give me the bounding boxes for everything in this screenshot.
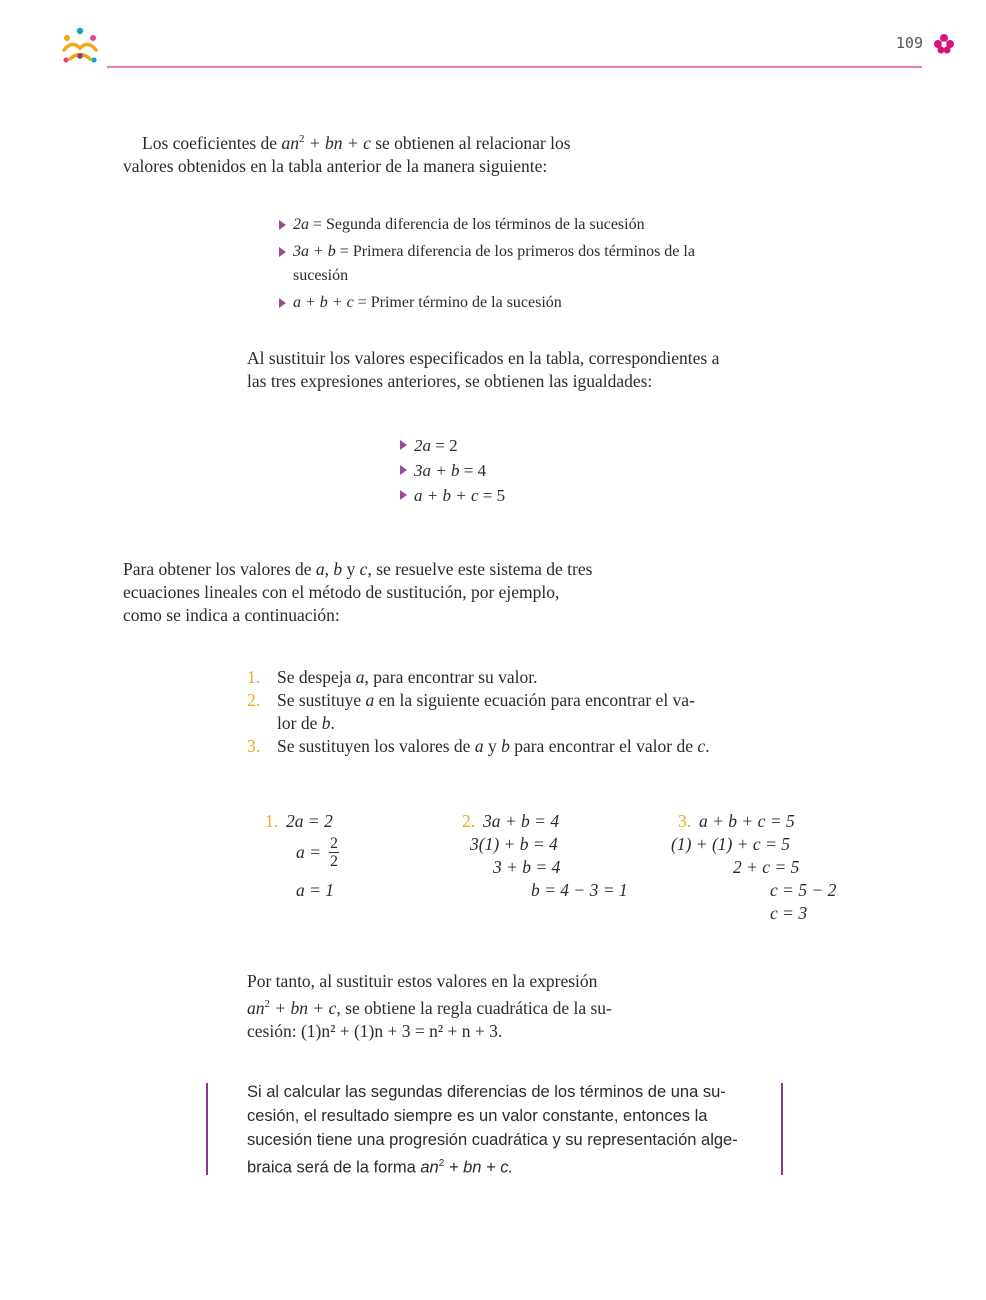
relation-text: = Primer término de la sucesión [353,294,562,311]
solution-step-number: 1. [265,811,279,831]
sun-figures-logo-icon [58,26,102,68]
solution-equation [699,810,795,833]
step-var: c [697,736,706,756]
step-var: a [355,667,365,687]
intro-prefix: Los coeficientes de [142,132,282,153]
equality-rhs: = 5 [478,486,506,505]
substitute-paragraph [247,347,787,393]
step-text: . [330,713,335,733]
equality-rhs: = 2 [431,436,458,455]
solution-eq-text: 3(1) + b = 4 [470,834,558,854]
solution-equation [770,879,836,902]
system-line3: como se indica a continuación: [123,605,340,625]
system-vars: a, b [315,559,343,579]
solution-eq-text: a = 1 [296,880,335,900]
fraction [329,835,339,870]
intro-expr-rest: + bn + c [304,132,371,153]
step-text: Se sustituye [277,690,366,710]
header-rule [107,66,922,68]
relation-lhs: a + b + c [293,294,354,311]
solution-eq-text: 2 + c = 5 [733,857,800,877]
step-number: 1. [247,667,261,687]
note-line1: Si al calcular las segundas diferencias de los términos de una su- [247,1083,726,1101]
note-box [247,1080,742,1180]
step-text: y [483,736,502,756]
solution-equation [483,810,559,833]
note-expr-sq: 2 [438,1158,445,1169]
solution-equation [733,856,799,879]
solution-eq-text: (1) + (1) + c = 5 [671,834,791,854]
solution-step-number: 2. [462,811,476,831]
step-text: en la siguiente ecuación para encontrar el va- [374,690,695,710]
note-line2: cesión, el resultado siempre es un valor constante, entonces la [247,1107,708,1125]
substitute-line2: las tres expresiones anteriores, se obtienen las igualdades: [247,371,653,391]
conclusion-expr: an [247,997,265,1018]
logo [58,26,102,68]
conclusion-expr-rest: + bn + c [270,997,337,1018]
system-line1-a: Para obtener los valores de [123,559,316,579]
equality-item [400,433,600,458]
step-text: Se sustituyen los valores de [277,736,475,756]
steps-list [247,666,747,758]
note-line3: sucesión tiene una progresión cuadrática y su representación alge- [247,1131,738,1149]
bullet-arrow-icon [400,490,407,500]
relation-text: = Primera diferencia de los primeros dos términos de la sucesión [293,243,695,284]
bullet-arrow-icon [279,298,286,308]
equality-item [400,483,600,508]
solution-column-2 [462,810,662,910]
relations-list [279,213,709,315]
note-expr: an [420,1158,439,1177]
intro-suffix: se obtienen al relacionar los [370,132,571,153]
conclusion-expr-sq: 2 [264,998,270,1010]
conclusion-paragraph [247,970,657,1043]
step-item [247,666,747,689]
bullet-arrow-icon [279,220,286,230]
step-text: . [705,736,710,756]
fraction-denominator: 2 [330,853,338,870]
intro-expr-a: an [281,132,299,153]
solution-step-number: 3. [678,811,692,831]
relation-item [279,240,709,288]
step-var: b [321,713,331,733]
step-text: lor de [277,713,322,733]
solution-eq-text: 3 + b = 4 [493,857,561,877]
solution-equation [286,810,333,833]
solution-eq-text: 3a + b = 4 [483,811,560,831]
note-box-right-rule [781,1083,783,1175]
solution-eq-text: b = 4 − 3 = 1 [531,880,628,900]
relation-text: = Segunda diferencia de los términos de la sucesión [309,216,645,233]
step-item [247,735,747,758]
relation-item [279,291,709,315]
solution-eq-text: a = [296,842,321,862]
equality-lhs: 2a [414,436,431,455]
solution-eq-text: c = 5 − 2 [770,880,837,900]
substitute-line1: Al sustituir los valores especificados en la tabla, correspondientes a [247,348,720,368]
system-y: y [342,559,360,579]
system-line1-b: , se resuelve este sistema de tres [367,559,593,579]
note-expr-rest: + bn + c. [444,1158,514,1177]
bullet-arrow-icon [400,465,407,475]
solution-equation [671,833,790,856]
solution-eq-text: 2a = 2 [286,811,333,831]
solution-eq-text: a + b + c = 5 [699,811,795,831]
equality-item [400,458,600,483]
system-var-c: c [359,559,368,579]
note-box-left-rule [206,1083,208,1175]
fraction-numerator: 2 [330,835,338,852]
equality-lhs: 3a + b [414,461,460,480]
relation-item [279,213,709,237]
page-number: 109 [895,34,923,52]
step-var: a [474,736,484,756]
step-var: b [501,736,510,756]
step-var: a [365,690,375,710]
step-text: para encontrar el valor de [509,736,698,756]
bullet-arrow-icon [400,440,407,450]
step-number: 2. [247,690,261,710]
solution-column-3 [670,810,870,935]
solution-equation [493,856,560,879]
equality-lhs: a + b + c [414,486,479,505]
conclusion-line1: Por tanto, al sustituir estos valores en la expresión [247,971,598,991]
solution-equation [296,841,321,864]
solution-equation [770,902,807,925]
bullet-arrow-icon [279,247,286,257]
solution-equation [296,879,334,902]
intro-line2: valores obtenidos en la tabla anterior de la manera siguiente: [123,155,548,176]
pink-flower-icon [933,33,955,55]
note-line4-text: braica será de la forma [247,1158,421,1177]
relation-lhs: 2a [293,216,309,233]
step-text: , para encontrar su valor. [364,667,538,687]
equalities-list [400,433,600,508]
step-item [247,689,747,735]
step-number: 3. [247,736,261,756]
solution-column-1 [265,810,385,900]
page-ornament [933,33,955,55]
solution-equation [470,833,558,856]
intro-expr-sq: 2 [298,133,305,145]
system-paragraph [123,558,643,627]
conclusion-line2-text: , se obtiene la regla cuadrática de la su- [336,997,612,1018]
equality-rhs: = 4 [459,461,487,480]
solution-eq-text: c = 3 [770,903,808,923]
solution-equation [531,879,628,902]
conclusion-line3: cesión: (1)n² + (1)n + 3 = n² + n + 3. [247,1020,503,1041]
step-text: Se despeja [277,667,356,687]
relation-lhs: 3a + b [293,243,336,260]
intro-paragraph [123,128,643,178]
system-line2: ecuaciones lineales con el método de sustitución, por ejemplo, [123,582,560,602]
